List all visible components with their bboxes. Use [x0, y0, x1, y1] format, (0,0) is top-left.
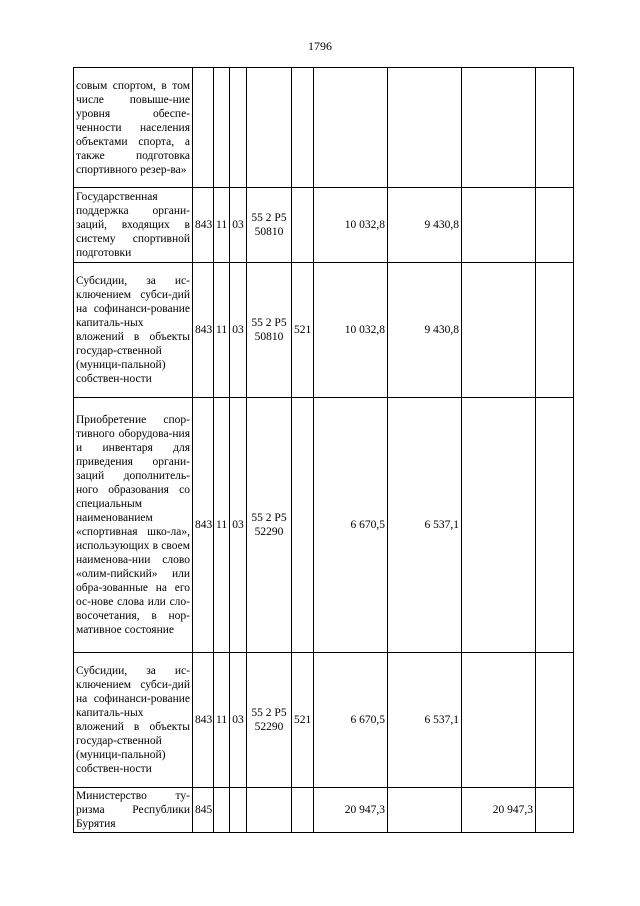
section-code-cell: 11 [214, 398, 230, 653]
target-article-cell [247, 68, 292, 188]
target-article-cell: 55 2 Р5 50810 [247, 263, 292, 398]
subsection-code-cell: 03 [230, 263, 247, 398]
amount-cell-4 [536, 263, 574, 398]
amount-cell-2: 9 430,8 [388, 188, 462, 263]
amount-cell-3 [462, 188, 536, 263]
table-row [74, 398, 574, 653]
subsection-code-cell: 03 [230, 188, 247, 263]
table-row [74, 788, 574, 833]
row-name-cell: совым спортом, в том числе повыше-ние уровня обеспе-ченности населения объектами спорта, а также подготовка спортивного резер-ва» [74, 68, 193, 188]
amount-cell-3 [462, 653, 536, 788]
amount-cell-1: 10 032,8 [314, 263, 388, 398]
expense-type-cell [292, 398, 314, 653]
amount-cell-1: 20 947,3 [314, 788, 388, 833]
expense-type-cell: 521 [292, 263, 314, 398]
row-name-cell: Министерство ту-ризма Республики Бурятия [74, 788, 193, 833]
page-number: 1796 [308, 39, 332, 53]
amount-cell-4 [536, 68, 574, 188]
amount-cell-3: 20 947,3 [462, 788, 536, 833]
target-article-cell [247, 788, 292, 833]
amount-cell-3 [462, 398, 536, 653]
expense-type-cell [292, 188, 314, 263]
ministry-code-cell [193, 68, 214, 188]
amount-cell-1: 6 670,5 [314, 398, 388, 653]
amount-cell-3 [462, 263, 536, 398]
row-name-cell: Государственная поддержка органи-заций, входящих в систему спортивной подготовки [74, 188, 193, 263]
subsection-code-cell [230, 788, 247, 833]
section-code-cell: 11 [214, 263, 230, 398]
ministry-code-cell: 843 [193, 263, 214, 398]
amount-cell-2 [388, 788, 462, 833]
amount-cell-4 [536, 788, 574, 833]
amount-cell-4 [536, 398, 574, 653]
table-row [74, 188, 574, 263]
target-article-cell: 55 2 Р5 52290 [247, 398, 292, 653]
ministry-code-cell: 845 [193, 788, 214, 833]
ministry-code-cell: 843 [193, 398, 214, 653]
amount-cell-2 [388, 68, 462, 188]
expense-type-cell [292, 788, 314, 833]
row-name-cell: Приобретение спор-тивного оборудова-ния и инвентаря для приведения органи-заций дополнитель-ного образования со специальным наименованием «спортивная шко-ла», использующих в своем наименова-нии слово «олим-пийский» или обра-зованные на его ос-нове слова или сло-восочетания, в нор-мативное состояние [74, 398, 193, 653]
section-code-cell: 11 [214, 653, 230, 788]
row-name-cell: Субсидии, за ис-ключением субси-дий на софинанси-рование капиталь-ных вложений в объекты государ-ственной (муници-пальной) собствен-ности [74, 653, 193, 788]
target-article-cell: 55 2 Р5 52290 [247, 653, 292, 788]
expense-type-cell: 521 [292, 653, 314, 788]
subsection-code-cell [230, 68, 247, 188]
subsection-code-cell: 03 [230, 653, 247, 788]
ministry-code-cell: 843 [193, 653, 214, 788]
amount-cell-2: 9 430,8 [388, 263, 462, 398]
row-name-cell: Субсидии, за ис-ключением субси-дий на софинанси-рование капиталь-ных вложений в объекты государ-ственной (муници-пальной) собствен-ности [74, 263, 193, 398]
section-code-cell [214, 788, 230, 833]
table-row [74, 263, 574, 398]
budget-table [73, 67, 574, 833]
target-article-cell: 55 2 Р5 50810 [247, 188, 292, 263]
amount-cell-2: 6 537,1 [388, 398, 462, 653]
expense-type-cell [292, 68, 314, 188]
amount-cell-3 [462, 68, 536, 188]
amount-cell-2: 6 537,1 [388, 653, 462, 788]
table-row [74, 653, 574, 788]
subsection-code-cell: 03 [230, 398, 247, 653]
section-code-cell [214, 68, 230, 188]
table-row [74, 68, 574, 188]
amount-cell-1 [314, 68, 388, 188]
amount-cell-1: 10 032,8 [314, 188, 388, 263]
amount-cell-4 [536, 653, 574, 788]
amount-cell-4 [536, 188, 574, 263]
section-code-cell: 11 [214, 188, 230, 263]
ministry-code-cell: 843 [193, 188, 214, 263]
amount-cell-1: 6 670,5 [314, 653, 388, 788]
